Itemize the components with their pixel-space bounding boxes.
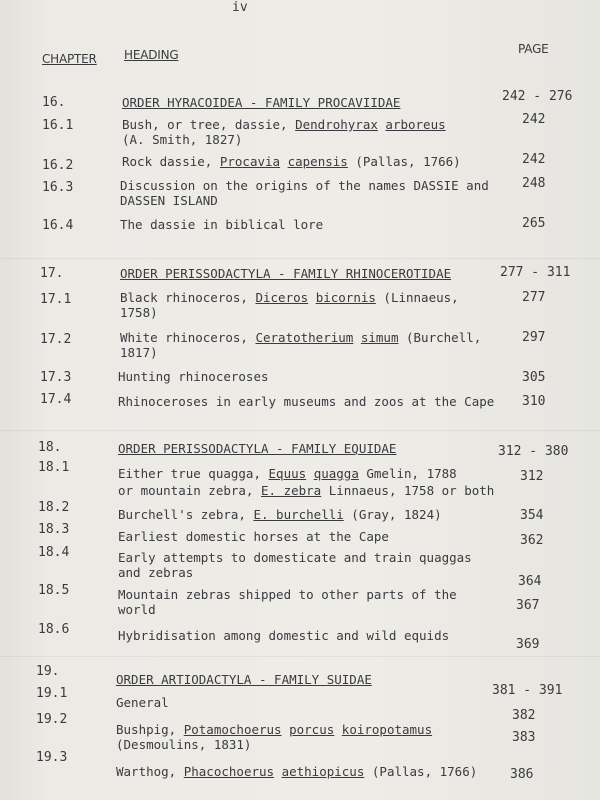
section-title: Discussion on the origins of the names DASSIE and	[120, 178, 489, 193]
page-ref: 305	[522, 370, 546, 385]
section-title: Bushpig, Potamochoerus porcus koiropotamus	[116, 722, 433, 737]
section-title-line2: world	[118, 602, 156, 617]
order-heading: ORDER PERISSODACTYLA - FAMILY RHINOCEROTIDAE	[120, 266, 452, 281]
section-title: Early attempts to domesticate and train quaggas	[118, 550, 472, 565]
section-title: Warthog, Phacochoerus aethiopicus (Pallas, 1766)	[116, 764, 478, 779]
section-title: Hunting rhinoceroses	[118, 369, 269, 384]
page-ref: 242	[522, 152, 546, 167]
section-title: Black rhinoceros, Diceros bicornis (Linnaeus,	[120, 290, 459, 305]
chapter-column-header: CHAPTER	[42, 52, 97, 66]
section-title-line2: DASSEN ISLAND	[120, 193, 218, 208]
section-title-line2: (Desmoulins, 1831)	[116, 737, 252, 752]
order-heading: ORDER PERISSODACTYLA - FAMILY EQUIDAE	[118, 441, 397, 456]
page-number: iv	[232, 0, 248, 15]
chapter-number: 17.	[40, 266, 64, 281]
page-ref: 265	[522, 216, 546, 231]
section-title: General	[116, 695, 169, 710]
page-range: 242 - 276	[502, 89, 573, 104]
page-ref: 382	[512, 708, 536, 723]
section-number: 16.2	[42, 158, 74, 173]
section-number: 16.4	[42, 218, 74, 233]
section-number: 17.2	[40, 332, 72, 347]
page-ref: 310	[522, 394, 546, 409]
section-title-line2: (A. Smith, 1827)	[122, 132, 243, 147]
fold-line	[0, 258, 600, 259]
section-number: 16.3	[42, 180, 74, 195]
section-number: 18.4	[38, 545, 70, 560]
section-title: The dassie in biblical lore	[120, 217, 324, 232]
page-ref: 383	[512, 730, 536, 745]
page-ref: 369	[516, 637, 540, 652]
section-number: 17.1	[40, 292, 72, 307]
section-number: 18.6	[38, 622, 70, 637]
section-title-line2: 1758)	[120, 305, 158, 320]
page-ref: 242	[522, 112, 546, 127]
section-number: 18.2	[38, 500, 70, 515]
section-title-line2: or mountain zebra, E. zebra Linnaeus, 1758 or both	[118, 483, 495, 498]
page-ref: 312	[520, 469, 544, 484]
chapter-number: 19.	[36, 664, 60, 679]
section-title: Rock dassie, Procavia capensis (Pallas, 1766)	[122, 154, 461, 169]
section-number: 19.2	[36, 712, 68, 727]
section-number: 18.1	[38, 460, 70, 475]
page-ref: 354	[520, 508, 544, 523]
section-number: 16.1	[42, 118, 74, 133]
heading-column-header: HEADING	[124, 48, 179, 62]
section-number: 17.3	[40, 370, 72, 385]
section-title: Burchell's zebra, E. burchelli (Gray, 1824)	[118, 507, 442, 522]
chapter-number: 16.	[42, 95, 66, 110]
order-heading: ORDER HYRACOIDEA - FAMILY PROCAVIIDAE	[122, 95, 401, 110]
page-ref: 248	[522, 176, 546, 191]
section-number: 18.3	[38, 522, 70, 537]
page-column-header: PAGE	[518, 42, 549, 56]
section-number: 19.1	[36, 686, 68, 701]
page-range: 277 - 311	[500, 265, 571, 280]
order-heading: ORDER ARTIODACTYLA - FAMILY SUIDAE	[116, 672, 372, 687]
page-ref: 364	[518, 574, 542, 589]
section-title-line2: 1817)	[120, 345, 158, 360]
section-number: 19.3	[36, 750, 68, 765]
section-title-line2: and zebras	[118, 565, 194, 580]
fold-line	[0, 656, 600, 657]
page-ref: 362	[520, 533, 544, 548]
page-range: 381 - 391	[492, 683, 563, 698]
section-title: Rhinoceroses in early museums and zoos at the Cape	[118, 394, 495, 409]
page-ref: 367	[516, 598, 540, 613]
section-title: Hybridisation among domestic and wild equids	[118, 628, 450, 643]
section-title: Mountain zebras shipped to other parts of the	[118, 587, 457, 602]
page-ref: 386	[510, 767, 534, 782]
section-number: 18.5	[38, 583, 70, 598]
chapter-number: 18.	[38, 440, 62, 455]
section-number: 17.4	[40, 392, 72, 407]
page-range: 312 - 380	[498, 444, 569, 459]
section-title: Earliest domestic horses at the Cape	[118, 529, 389, 544]
page-ref: 277	[522, 290, 546, 305]
fold-line	[0, 430, 600, 431]
section-title: Bush, or tree, dassie, Dendrohyrax arboreus	[122, 117, 446, 132]
section-title: Either true quagga, Equus quagga Gmelin, 1788	[118, 466, 457, 481]
page-ref: 297	[522, 330, 546, 345]
section-title: White rhinoceros, Ceratotherium simum (Burchell,	[120, 330, 482, 345]
